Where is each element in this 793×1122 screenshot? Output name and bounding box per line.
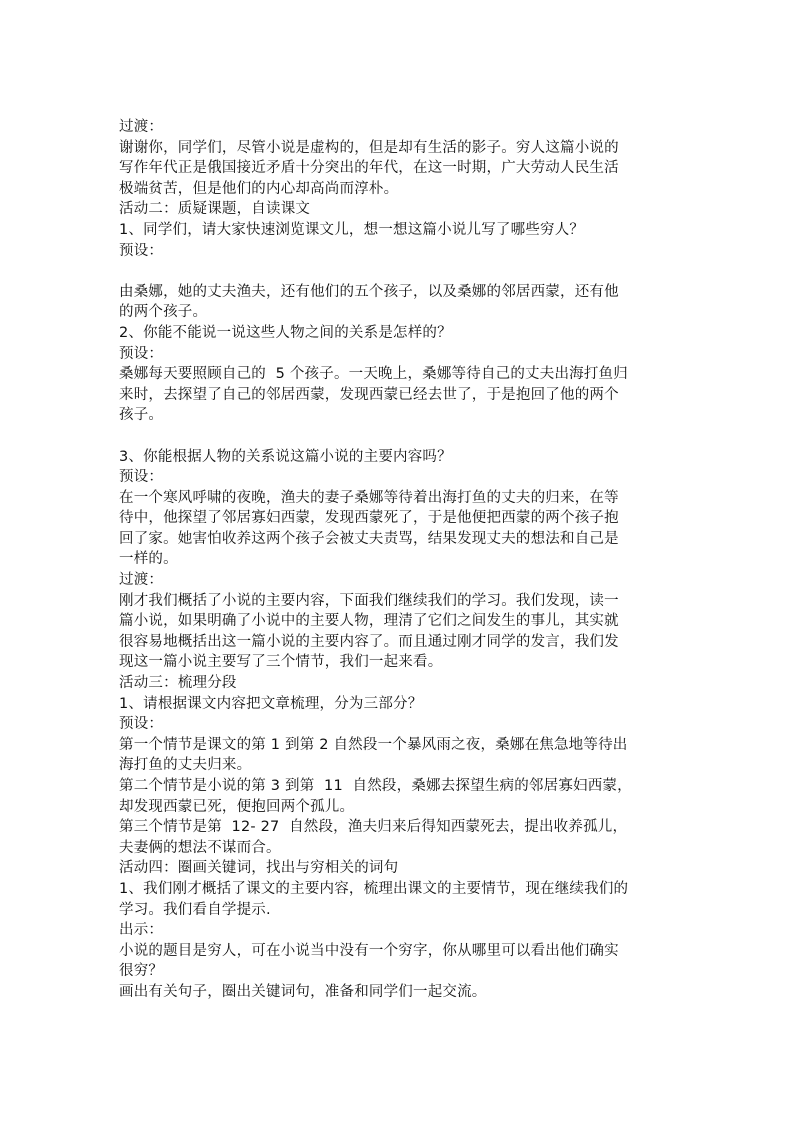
- text-line: 孩子。: [119, 407, 164, 424]
- text-line: 过渡：: [119, 119, 164, 135]
- text-line: 活动二：质疑课题，自读课文: [119, 201, 311, 218]
- text-line: 现这一篇小说主要写了三个情节，我们一起来看。: [119, 654, 443, 671]
- text-line: 待中，他探望了邻居寡妇西蒙，发现西蒙死了，于是他便把西蒙的两个孩子抱: [119, 510, 619, 527]
- text-line: 写作年代正是俄国接近矛盾十分突出的年代，在这一时期，广大劳动人民生活: [119, 160, 619, 177]
- text-line: 3、你能根据人物的关系说这篇小说的主要内容吗？: [119, 448, 452, 465]
- text-line: 由桑娜，她的丈夫渔夫，还有他们的五个孩子，以及桑娜的邻居西蒙，还有他: [119, 283, 619, 300]
- blank-line: [119, 426, 679, 447]
- text-line: 的两个孩子。: [119, 304, 208, 321]
- text-line: 第二个情节是小说的第 3 到第 11 自然段，桑娜去探望生病的邻居寡妇西蒙，: [119, 778, 632, 794]
- text-line: 小说的题目是穷人，可在小说当中没有一个穷字，你从哪里可以看出他们确实: [119, 942, 619, 959]
- text-line: 海打鱼的丈夫归来。: [119, 757, 252, 774]
- text-line: 预设：: [119, 469, 164, 486]
- text-line: 回了家。她害怕收养这两个孩子会被丈夫责骂，结果发现丈夫的想法和自己是: [119, 530, 619, 547]
- blank-line: [119, 261, 679, 282]
- text-line: 却发现西蒙已死，便抱回两个孤儿。: [119, 798, 355, 815]
- text-line: 第三个情节是第 12- 27 自然段，渔夫归来后得知西蒙死去，提出收养孤儿，: [119, 819, 628, 836]
- text-line: 2、你能不能说一说这些人物之间的关系是怎样的？: [119, 324, 452, 341]
- text-line: 极端贫苦，但是他们的内心却高尚而淳朴。: [119, 180, 399, 197]
- text-line: 学习。我们看自学提示.: [119, 901, 271, 918]
- text-line: 1、同学们，请大家快速浏览课文儿，想一想这篇小说儿写了哪些穷人？: [119, 221, 585, 238]
- text-line: 一样的。: [119, 551, 178, 568]
- text-line: 预设：: [119, 716, 164, 733]
- text-line: 预设：: [119, 242, 164, 259]
- text-line: 夫妻俩的想法不谋而合。: [119, 839, 281, 856]
- text-line: 在一个寒风呼啸的夜晚，渔夫的妻子桑娜等待着出海打鱼的丈夫的归来，在等: [119, 489, 619, 506]
- text-line: 画出有关句子，圈出关键词句，准备和同学们一起交流。: [119, 983, 487, 1000]
- text-line: 第一个情节是课文的第 1 到第 2 自然段一个暴风雨之夜，桑娜在焦急地等待出: [119, 736, 628, 753]
- text-line: 活动三：梳理分段: [119, 675, 237, 692]
- document-body: [119, 117, 679, 1003]
- text-line: 过渡：: [119, 572, 164, 589]
- text-line: 活动四：圈画关键词，找出与穷相关的词句: [119, 860, 399, 877]
- text-line: 来时，去探望了自己的邻居西蒙，发现西蒙已经去世了，于是抱回了他的两个: [119, 386, 619, 403]
- text-line: 篇小说，如果明确了小说中的主要人物，理清了它们之间发生的事儿，其实就: [119, 613, 619, 630]
- text-line: 桑娜每天要照顾自己的 5 个孩子。一天晚上，桑娜等待自己的丈夫出海打鱼归: [119, 366, 628, 383]
- text-line: 1、我们刚才概括了课文的主要内容，梳理出课文的主要情节，现在继续我们的: [119, 880, 629, 897]
- text-line: 1、请根据课文内容把文章梳理，分为三部分？: [119, 695, 423, 712]
- text-line: 很穷？: [119, 963, 164, 980]
- text-line: 出示：: [119, 922, 164, 939]
- text-line: 很容易地概括出这一篇小说的主要内容了。而且通过刚才同学的发言，我们发: [119, 633, 619, 650]
- text-line: 刚才我们概括了小说的主要内容，下面我们继续我们的学习。我们发现，读一: [119, 592, 619, 609]
- text-line: 预设：: [119, 345, 164, 362]
- text-line: 谢谢你，同学们，尽管小说是虚构的，但是却有生活的影子。穷人这篇小说的: [119, 139, 619, 156]
